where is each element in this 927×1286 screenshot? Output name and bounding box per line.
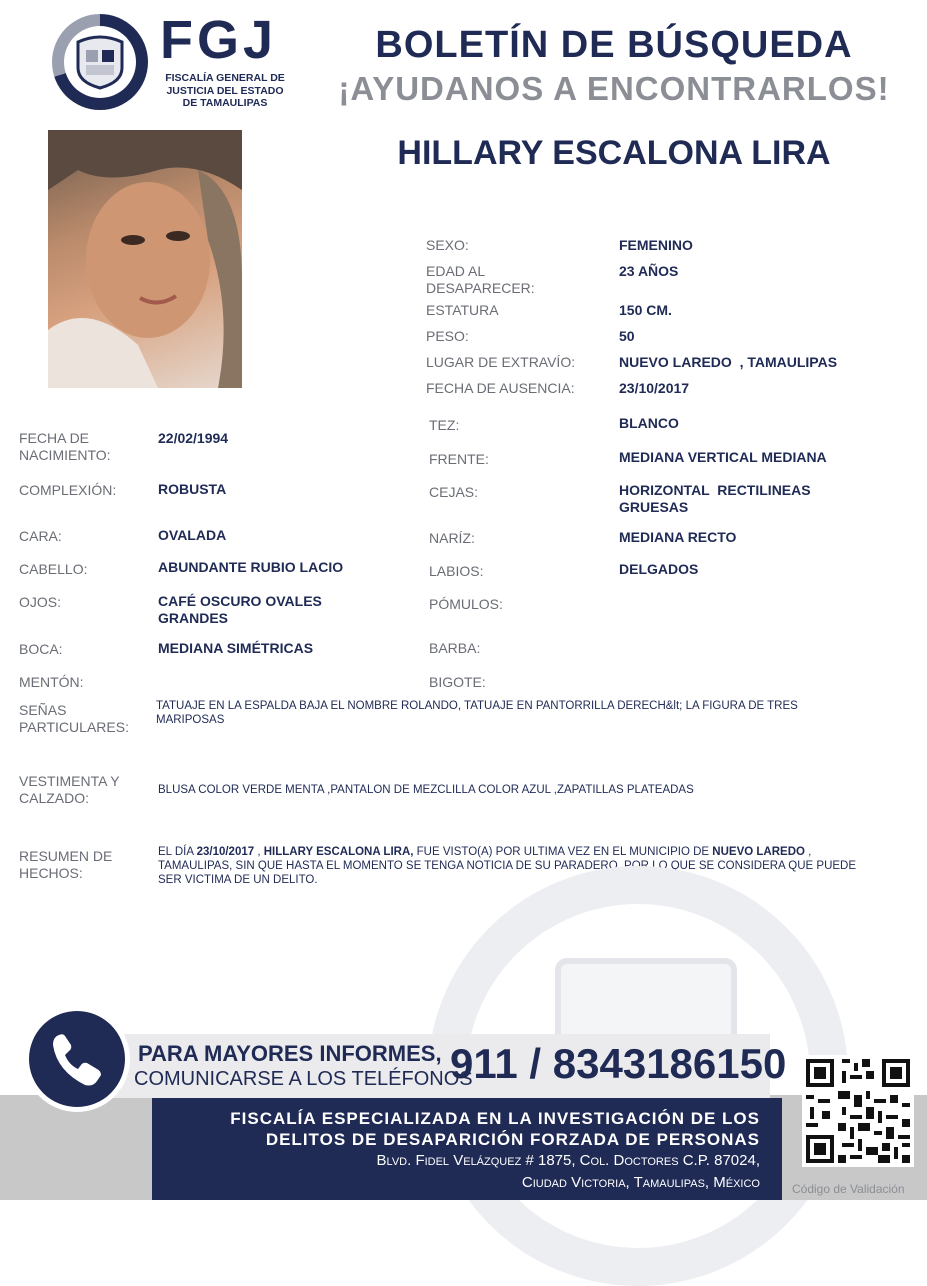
label-bigote: BIGOTE:: [429, 674, 486, 690]
agency-info: [160, 1108, 760, 1194]
value-sexo: FEMENINO: [619, 237, 693, 253]
resumen-date: 23/10/2017: [196, 846, 255, 858]
value-senas: TATUAJE EN LA ESPALDA BAJA EL NOMBRE ROLANDO, TATUAJE EN PANTORRILLA DERECH&lt; LA FIGURA DE TRES MARIPOSAS: [156, 700, 798, 726]
value-resumen: EL DÍA 23/10/2017 , HILLARY ESCALONA LIRA, FUE VISTO(A) POR ULTIMA VEZ EN EL MUNICIPIO DE NUEVO LAREDO , TAMAULIPAS, SIN QUE HASTA EL MOMENTO SE TENGA NOTICIA DE SU PARADERO, POR LO QUE SE CONSIDERA QUE PUEDE SER VICTIMA DE UN DELITO.: [158, 846, 857, 886]
bulletin-subtitle: ¡AYUDANOS A ENCONTRARLOS!: [338, 70, 890, 107]
label-labios: LABIOS:: [429, 563, 484, 579]
label-cejas: CEJAS:: [429, 484, 479, 500]
value-cejas: HORIZONTAL RECTILINEAS GRUESAS: [619, 482, 815, 515]
label-pomulos: PÓMULOS:: [429, 596, 503, 612]
value-nariz: MEDIANA RECTO: [619, 529, 737, 545]
label-nariz: NARÍZ:: [429, 530, 475, 546]
fgj-seal-icon: [52, 14, 148, 110]
info-line-1: PARA MAYORES INFORMES,: [138, 1041, 442, 1066]
agency-line-1: FISCALÍA ESPECIALIZADA EN LA INVESTIGACIÓN DE LOS: [230, 1109, 760, 1128]
label-fecha-nacimiento: FECHA DE NACIMIENTO:: [19, 430, 111, 463]
label-lugar: LUGAR DE EXTRAVÍO:: [426, 354, 576, 370]
label-senas: SEÑAS PARTICULARES:: [19, 702, 129, 735]
value-tez: BLANCO: [619, 415, 679, 431]
bulletin-title: BOLETÍN DE BÚSQUEDA: [375, 24, 853, 66]
label-sexo: SEXO:: [426, 237, 469, 253]
label-frente: FRENTE:: [429, 451, 489, 467]
value-labios: DELGADOS: [619, 561, 699, 577]
value-lugar: NUEVO LAREDO , TAMAULIPAS: [619, 354, 838, 370]
seal-icon: [74, 34, 126, 90]
value-cara: OVALADA: [158, 527, 227, 543]
value-complexion: ROBUSTA: [158, 481, 227, 497]
qr-caption: Código de Validación: [792, 1182, 905, 1196]
label-edad: EDAD AL DESAPARECER:: [426, 263, 535, 296]
value-fecha-ausencia: 23/10/2017: [619, 380, 690, 396]
value-edad: 23 AÑOS: [619, 263, 679, 279]
value-estatura: 150 CM.: [619, 302, 672, 318]
value-cabello: ABUNDANTE RUBIO LACIO: [158, 559, 344, 575]
address-line-2: Ciudad Victoria, Tamaulipas, México: [521, 1174, 760, 1191]
person-photo: [48, 130, 242, 388]
info-line-2: COMUNICARSE A LOS TELÉFONOS: [134, 1068, 473, 1090]
label-resumen: RESUMEN DE HECHOS:: [19, 848, 113, 881]
label-ojos: OJOS:: [19, 594, 62, 610]
label-vestimenta: VESTIMENTA Y CALZADO:: [19, 773, 120, 806]
address-line-1: Blvd. Fidel Velázquez # 1875, Col. Doctores C.P. 87024,: [376, 1152, 760, 1169]
phone-icon: [24, 1006, 130, 1112]
value-peso: 50: [619, 328, 635, 344]
value-frente: MEDIANA VERTICAL MEDIANA: [619, 449, 827, 465]
label-estatura: ESTATURA: [426, 302, 499, 318]
qr-code-icon[interactable]: [802, 1055, 914, 1167]
phone-number[interactable]: 911 / 8343186150: [450, 1040, 787, 1087]
resumen-city: NUEVO LAREDO: [712, 846, 805, 858]
label-cabello: CABELLO:: [19, 561, 88, 577]
label-fecha-ausencia: FECHA DE AUSENCIA:: [426, 380, 575, 396]
value-fecha-nacimiento: 22/02/1994: [158, 430, 229, 446]
agency-line-2: DELITOS DE DESAPARICIÓN FORZADA DE PERSONAS: [265, 1130, 760, 1149]
value-ojos: CAFÉ OSCURO OVALES GRANDES: [158, 593, 322, 626]
label-cara: CARA:: [19, 528, 62, 544]
label-barba: BARBA:: [429, 640, 481, 656]
value-vestimenta: BLUSA COLOR VERDE MENTA ,PANTALON DE MEZCLILLA COLOR AZUL ,ZAPATILLAS PLATEADAS: [158, 784, 694, 796]
value-boca: MEDIANA SIMÉTRICAS: [158, 640, 314, 656]
label-complexion: COMPLEXIÓN:: [19, 482, 117, 498]
label-menton: MENTÓN:: [19, 674, 84, 690]
logo-acronym: FGJ: [160, 10, 278, 70]
label-boca: BOCA:: [19, 641, 63, 657]
label-peso: PESO:: [426, 328, 469, 344]
label-tez: TEZ:: [429, 417, 460, 433]
logo-subtitle: FISCALÍA GENERAL DE JUSTICIA DEL ESTADO DE TAMAULIPAS: [165, 72, 285, 109]
resumen-name: HILLARY ESCALONA LIRA,: [263, 846, 414, 858]
person-name: HILLARY ESCALONA LIRA: [397, 134, 831, 172]
